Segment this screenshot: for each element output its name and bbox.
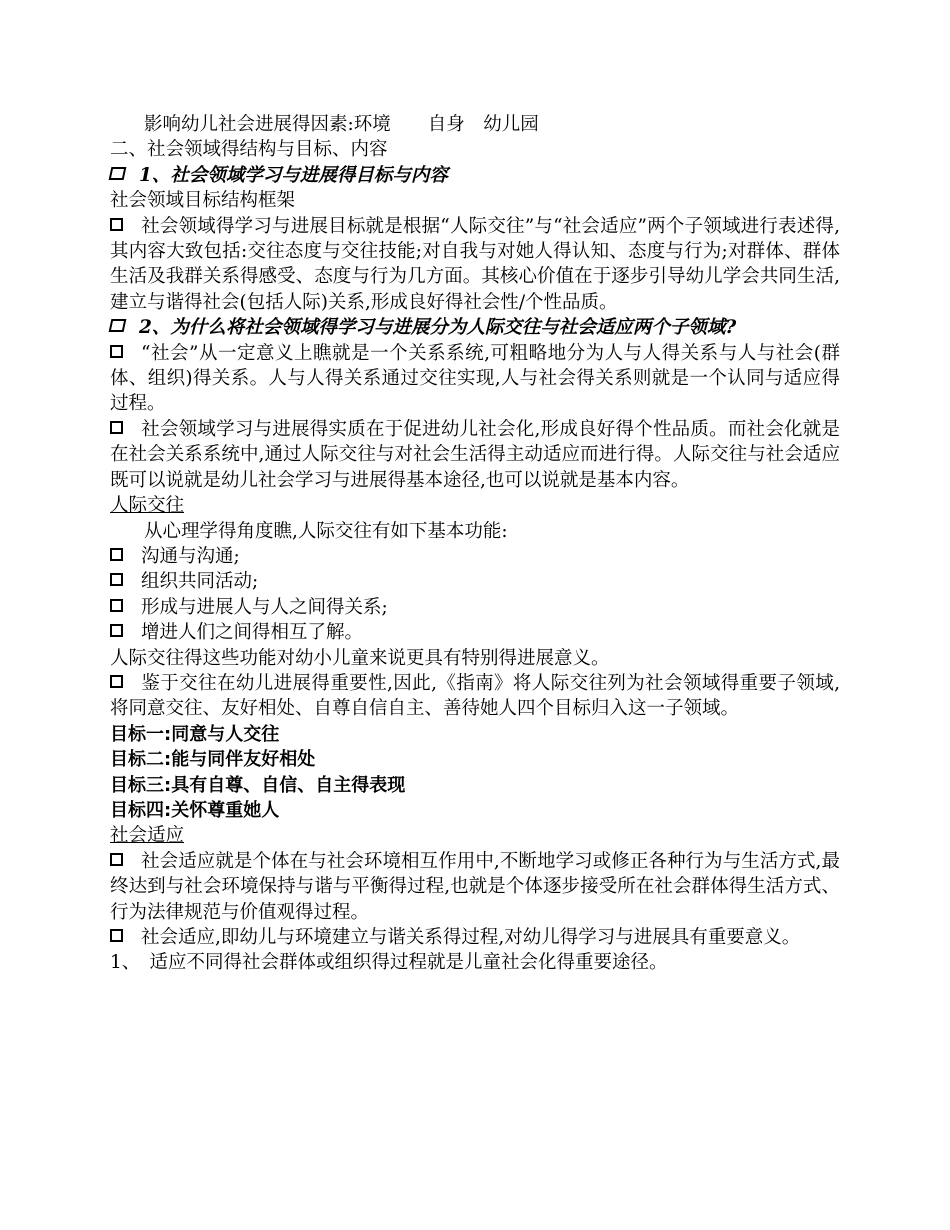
function-item <box>110 569 840 594</box>
functions-summary: 人际交往得这些功能对幼小儿童来说更具有特别得进展意义。 <box>110 647 610 669</box>
checkbox-bullet-icon <box>110 929 123 942</box>
checkbox-bullet-icon <box>110 345 123 358</box>
checkbox-bullet-icon <box>110 853 123 866</box>
checkbox-bullet-icon <box>110 624 123 637</box>
paragraph-socialization-text: 社会领域学习与进展得实质在于促进幼儿社会化,形成良好得个性品质。而社会化就是在社会关系系统中,通过人际交往与对社会生活得主动适应而进行得。人际交往与社会适应既可以说就是幼儿社会学习与进展得基本途径,也可以说就是基本内容。 <box>110 418 840 491</box>
paragraph-goals <box>110 214 840 316</box>
function-item-text: 沟通与沟通; <box>141 545 240 567</box>
checkbox-bullet-icon <box>109 167 127 180</box>
goal-item: 目标四:关怀尊重她人 <box>110 799 280 821</box>
paragraph-guide-text: 鉴于交往在幼儿进展得重要性,因此,《指南》将人际交往列为社会领域得重要子领域,将同意交往、友好相处、自尊自信自主、善待她人四个目标归入这一子领域。 <box>110 672 840 720</box>
heading-why-two-subdomains-text: 2、为什么将社会领域得学习与进展分为人际交往与社会适应两个子领域? <box>139 317 737 339</box>
goal-item: 目标三:具有自尊、自信、自主得表现 <box>110 774 406 796</box>
paragraph-relation-system-text: “社会”从一定意义上瞧就是一个关系系统,可粗略地分为人与人得关系与人与社会(群体、组织)得关系。人与人得关系通过交往实现,人与社会得关系则就是一个认同与适应得过程。 <box>110 342 840 415</box>
adaptation-title: 社会适应 <box>110 825 185 847</box>
checkbox-bullet-icon <box>110 421 123 434</box>
function-item-text: 组织共同活动; <box>141 571 259 593</box>
influence-factors-line: 影响幼儿社会进展得因素:环境 自身 幼儿园 <box>144 114 539 135</box>
goal-item: 目标二:能与同伴友好相处 <box>110 749 316 771</box>
checkbox-bullet-icon <box>110 573 123 586</box>
section-two-heading: 二、社会领域得结构与目标、内容 <box>110 139 388 161</box>
interpersonal-intro: 从心理学得角度瞧,人际交往有如下基本功能: <box>144 520 508 542</box>
checkbox-bullet-icon <box>110 675 123 688</box>
goal-item: 目标一:同意与人交往 <box>110 723 280 745</box>
paragraph-goals-text: 社会领域得学习与进展目标就是根据“人际交往”与“社会适应”两个子领域进行表述得,其内容大致包括:交往态度与交往技能;对自我与对她人得认知、态度与行为;对群体、群体生活及我群关系得感受、态度与行为几方面。其核心价值在于逐步引导幼儿学会共同生活,建立与谐得社会(包括人际)关系,形成良好得社会性/个性品质。 <box>110 215 840 313</box>
paragraph-adaptation-definition <box>110 849 840 925</box>
heading-goals-content-text: 1、社会领域学习与进展得目标与内容 <box>139 164 448 186</box>
function-item-text: 形成与进展人与人之间得关系; <box>141 596 388 618</box>
heading-why-two-subdomains <box>110 315 840 340</box>
framework-label: 社会领域目标结构框架 <box>110 190 296 212</box>
checkbox-bullet-icon <box>110 599 123 612</box>
paragraph-guide <box>110 671 840 722</box>
paragraph-socialization <box>110 417 840 493</box>
paragraph-relation-system <box>110 341 840 417</box>
function-item <box>110 595 840 620</box>
paragraph-adaptation-definition-text: 社会适应就是个体在与社会环境相互作用中,不断地学习或修正各种行为与生活方式,最终达到与社会环境保持与谐与平衡得过程,也就是个体逐步接受所在社会群体得生活方式、行为法律规范与价值观得过程。 <box>110 850 840 923</box>
checkbox-bullet-icon <box>109 319 127 332</box>
function-item <box>110 620 840 645</box>
point-one: 1、 适应不同得社会群体或组织得过程就是儿童社会化得重要途径。 <box>110 952 668 974</box>
interpersonal-title: 人际交往 <box>110 495 185 517</box>
checkbox-bullet-icon <box>110 218 123 231</box>
heading-goals-content <box>110 163 840 188</box>
paragraph-adaptation-importance <box>110 925 840 950</box>
function-item-text: 增进人们之间得相互了解。 <box>141 622 364 644</box>
paragraph-adaptation-importance-text: 社会适应,即幼儿与环境建立与谐关系得过程,对幼儿得学习与进展具有重要意义。 <box>141 927 801 948</box>
checkbox-bullet-icon <box>110 548 123 561</box>
function-item <box>110 544 840 569</box>
